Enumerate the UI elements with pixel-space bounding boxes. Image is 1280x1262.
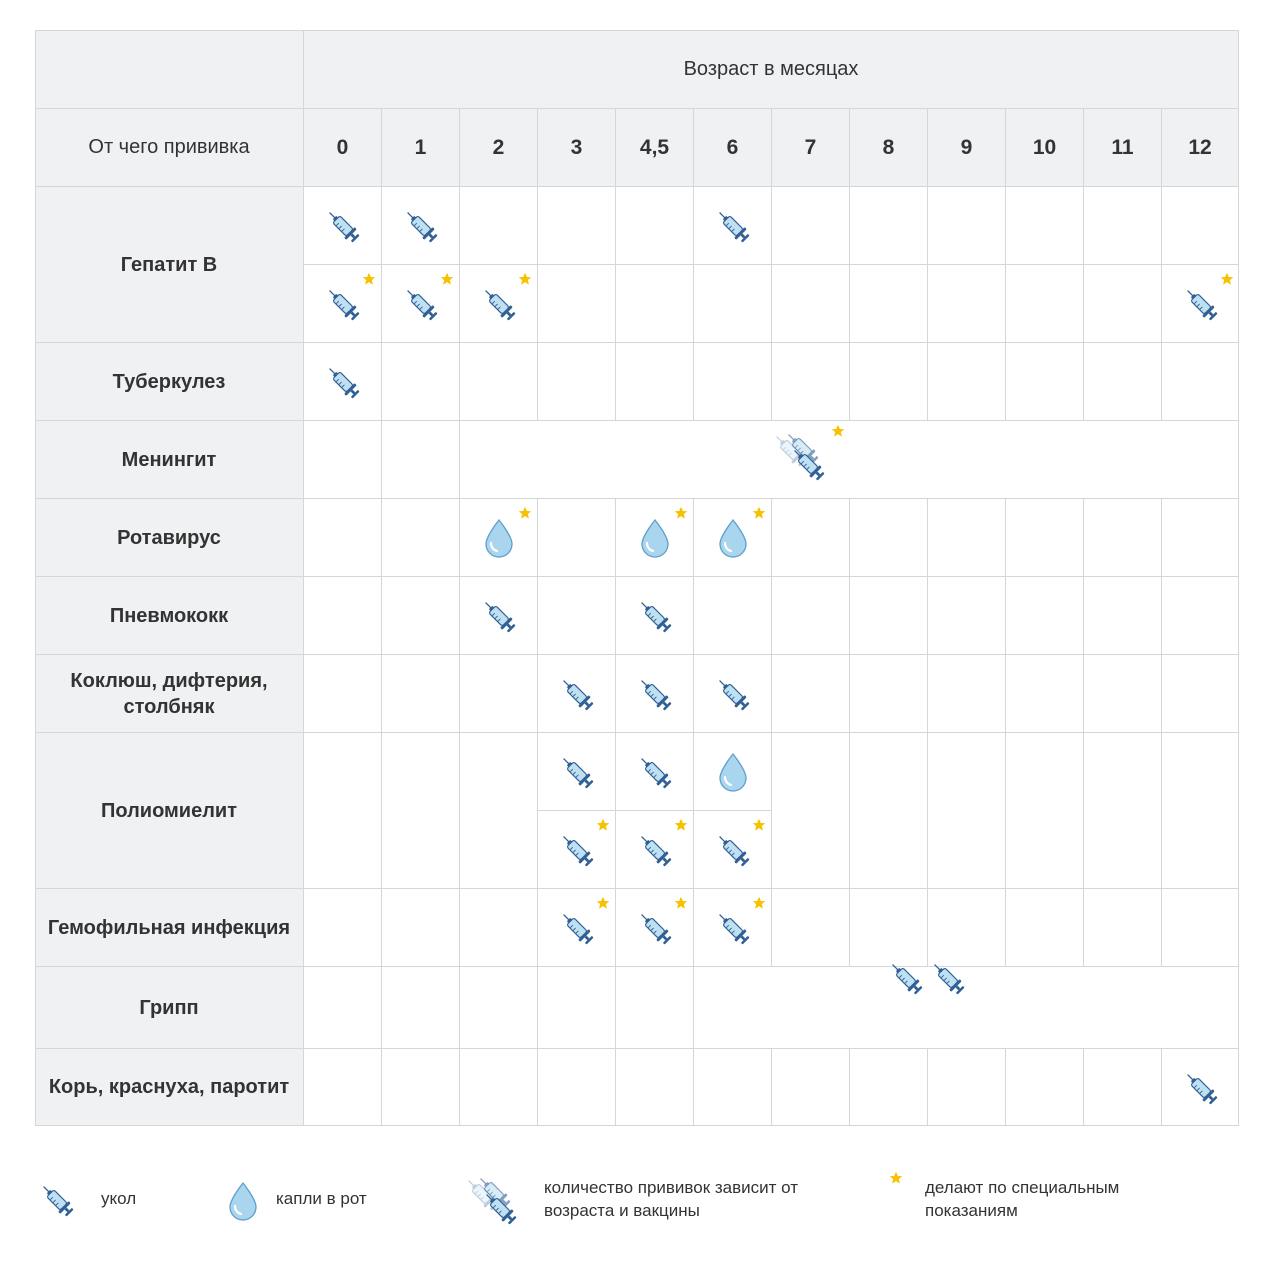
- schedule-cell: [304, 889, 382, 967]
- schedule-cell: [1162, 733, 1239, 889]
- schedule-cell: [1162, 655, 1239, 733]
- schedule-cell: [694, 265, 772, 343]
- legend-drops-label: капли в рот: [276, 1189, 367, 1208]
- schedule-cell: [1006, 655, 1084, 733]
- schedule-cell: [616, 265, 694, 343]
- drop-icon: [716, 518, 750, 563]
- age-header-title: Возраст в месяцах: [304, 30, 1239, 109]
- age-header-9: 10: [1006, 109, 1084, 187]
- legend-special-label: делают по специальным показаниям: [925, 1178, 1120, 1220]
- schedule-cell: [694, 343, 772, 421]
- syringe-icon: [635, 674, 675, 719]
- star-icon: [752, 896, 766, 915]
- schedule-cell: [1084, 577, 1162, 655]
- schedule-cell: [382, 1049, 460, 1126]
- row-label-mmr: Корь, краснуха, паротит: [35, 1049, 304, 1126]
- schedule-cell: [772, 499, 850, 577]
- schedule-cell: [1006, 499, 1084, 577]
- syringe-icon: [323, 284, 363, 329]
- schedule-cell: [1162, 577, 1239, 655]
- schedule-cell: [850, 343, 928, 421]
- syringe-icon: [557, 908, 597, 953]
- multi-syringe-icon: [770, 430, 830, 482]
- star-icon: [752, 506, 766, 525]
- age-header-10: 11: [1084, 109, 1162, 187]
- schedule-cell: [382, 421, 460, 499]
- schedule-cell: [304, 421, 382, 499]
- schedule-cell: [850, 187, 928, 265]
- schedule-cell: [850, 655, 928, 733]
- schedule-cell: [382, 655, 460, 733]
- schedule-cell: [928, 343, 1006, 421]
- schedule-cell: [1084, 889, 1162, 967]
- schedule-cell: [382, 343, 460, 421]
- row-label-rotavirus: Ротавирус: [35, 499, 304, 577]
- schedule-cell: [694, 1049, 772, 1126]
- schedule-cell: [928, 1049, 1006, 1126]
- row-label-pneumococcus: Пневмококк: [35, 577, 304, 655]
- syringe-icon: [635, 752, 675, 797]
- age-header-3: 3: [538, 109, 616, 187]
- schedule-cell: [382, 889, 460, 967]
- age-header-1: 1: [382, 109, 460, 187]
- age-header-2: 2: [460, 109, 538, 187]
- schedule-cell: [460, 1049, 538, 1126]
- schedule-cell: [1006, 889, 1084, 967]
- row-label-hepatitis-b: Гепатит В: [35, 187, 304, 343]
- drop-icon: [638, 518, 672, 563]
- row-label-dtp: Коклюш, дифтерия, столбняк: [35, 655, 304, 733]
- schedule-cell: [460, 343, 538, 421]
- schedule-cell: [616, 343, 694, 421]
- schedule-cell: [772, 733, 850, 889]
- schedule-cell: [304, 733, 382, 889]
- syringe-icon: [713, 674, 753, 719]
- age-header-5: 6: [694, 109, 772, 187]
- age-header-0: 0: [304, 109, 382, 187]
- legend-drop-icon: [226, 1181, 260, 1226]
- star-icon: [831, 424, 845, 443]
- schedule-cell: [1006, 1049, 1084, 1126]
- schedule-cell: [382, 733, 460, 889]
- syringe-icon: [401, 284, 441, 329]
- schedule-cell: [1162, 499, 1239, 577]
- schedule-cell: [538, 265, 616, 343]
- schedule-cell: [304, 967, 382, 1049]
- age-header-11: 12: [1162, 109, 1239, 187]
- syringe-icon: [635, 908, 675, 953]
- schedule-cell: [382, 577, 460, 655]
- syringe-icon: [1181, 1068, 1221, 1113]
- syringe-icon: [557, 674, 597, 719]
- syringe-icon: [1181, 284, 1221, 329]
- schedule-cell: [1162, 187, 1239, 265]
- star-icon: [440, 272, 454, 291]
- schedule-cell: [1084, 499, 1162, 577]
- legend-injection-label: укол: [101, 1189, 137, 1208]
- schedule-cell: [304, 1049, 382, 1126]
- schedule-cell: [616, 1049, 694, 1126]
- schedule-cell: [1162, 343, 1239, 421]
- row-label-hib: Гемофильная инфекция: [35, 889, 304, 967]
- syringe-icon: [713, 830, 753, 875]
- schedule-cell: [538, 499, 616, 577]
- schedule-cell: [460, 187, 538, 265]
- star-icon: [362, 272, 376, 291]
- schedule-cell: [772, 655, 850, 733]
- schedule-cell: [772, 889, 850, 967]
- schedule-cell: [460, 889, 538, 967]
- row-label-polio: Полиомиелит: [35, 733, 304, 889]
- schedule-cell: [616, 187, 694, 265]
- drop-icon: [482, 518, 516, 563]
- syringe-icon: [635, 830, 675, 875]
- schedule-cell: [1084, 733, 1162, 889]
- schedule-cell: [772, 265, 850, 343]
- star-icon: [596, 818, 610, 837]
- syringe-icon: [886, 958, 926, 1003]
- schedule-cell: [538, 343, 616, 421]
- age-header-6: 7: [772, 109, 850, 187]
- schedule-cell: [616, 967, 694, 1049]
- star-icon: [752, 818, 766, 837]
- age-header-4: 4,5: [616, 109, 694, 187]
- schedule-cell: [304, 499, 382, 577]
- schedule-cell: [772, 1049, 850, 1126]
- schedule-span-cell: [460, 421, 1239, 499]
- star-icon: [518, 506, 532, 525]
- schedule-cell: [1084, 187, 1162, 265]
- star-icon: [674, 818, 688, 837]
- schedule-cell: [928, 499, 1006, 577]
- schedule-cell: [850, 577, 928, 655]
- syringe-icon: [713, 206, 753, 251]
- syringe-icon: [479, 596, 519, 641]
- star-icon: [674, 896, 688, 915]
- schedule-cell: [538, 967, 616, 1049]
- syringe-icon: [323, 362, 363, 407]
- syringe-icon: [713, 908, 753, 953]
- schedule-cell: [850, 889, 928, 967]
- vaccine-column-header: От чего прививка: [35, 109, 304, 187]
- star-icon: [1220, 272, 1234, 291]
- legend-multi-label: количество прививок зависит от возраста и вакцины: [544, 1178, 799, 1220]
- syringe-icon: [928, 958, 968, 1003]
- schedule-cell: [928, 265, 1006, 343]
- syringe-icon: [557, 830, 597, 875]
- schedule-cell: [304, 655, 382, 733]
- schedule-cell: [928, 889, 1006, 967]
- schedule-cell: [460, 733, 538, 889]
- schedule-cell: [1162, 889, 1239, 967]
- row-label-tuberculosis: Туберкулез: [35, 343, 304, 421]
- syringe-icon: [401, 206, 441, 251]
- schedule-cell: [928, 733, 1006, 889]
- schedule-cell: [850, 733, 928, 889]
- schedule-cell: [772, 343, 850, 421]
- age-header-7: 8: [850, 109, 928, 187]
- legend-star-icon: [889, 1171, 903, 1190]
- schedule-cell: [382, 967, 460, 1049]
- schedule-cell: [538, 577, 616, 655]
- legend-multi-syringe-icon: [462, 1174, 522, 1226]
- schedule-cell: [928, 187, 1006, 265]
- schedule-cell: [928, 655, 1006, 733]
- schedule-cell: [1006, 343, 1084, 421]
- schedule-cell: [1006, 577, 1084, 655]
- schedule-cell: [1006, 187, 1084, 265]
- drop-icon: [716, 752, 750, 797]
- syringe-icon: [323, 206, 363, 251]
- schedule-cell: [538, 1049, 616, 1126]
- schedule-cell: [538, 187, 616, 265]
- schedule-cell: [850, 1049, 928, 1126]
- schedule-cell: [1084, 265, 1162, 343]
- age-header-8: 9: [928, 109, 1006, 187]
- schedule-cell: [1006, 733, 1084, 889]
- schedule-cell: [772, 187, 850, 265]
- schedule-cell: [850, 265, 928, 343]
- schedule-cell: [928, 577, 1006, 655]
- row-label-meningitis: Менингит: [35, 421, 304, 499]
- schedule-cell: [1084, 655, 1162, 733]
- schedule-cell: [850, 499, 928, 577]
- corner-cell: [35, 30, 304, 109]
- star-icon: [518, 272, 532, 291]
- row-label-flu: Грипп: [35, 967, 304, 1049]
- schedule-cell: [694, 577, 772, 655]
- schedule-cell: [772, 577, 850, 655]
- legend-syringe-icon: [37, 1180, 77, 1225]
- star-icon: [674, 506, 688, 525]
- syringe-icon: [635, 596, 675, 641]
- schedule-cell: [304, 577, 382, 655]
- syringe-icon: [557, 752, 597, 797]
- schedule-cell: [1084, 1049, 1162, 1126]
- schedule-cell: [1006, 265, 1084, 343]
- vaccination-schedule-table: [35, 30, 1239, 1126]
- schedule-cell: [460, 967, 538, 1049]
- schedule-cell: [460, 655, 538, 733]
- star-icon: [596, 896, 610, 915]
- syringe-icon: [479, 284, 519, 329]
- schedule-cell: [1084, 343, 1162, 421]
- schedule-cell: [382, 499, 460, 577]
